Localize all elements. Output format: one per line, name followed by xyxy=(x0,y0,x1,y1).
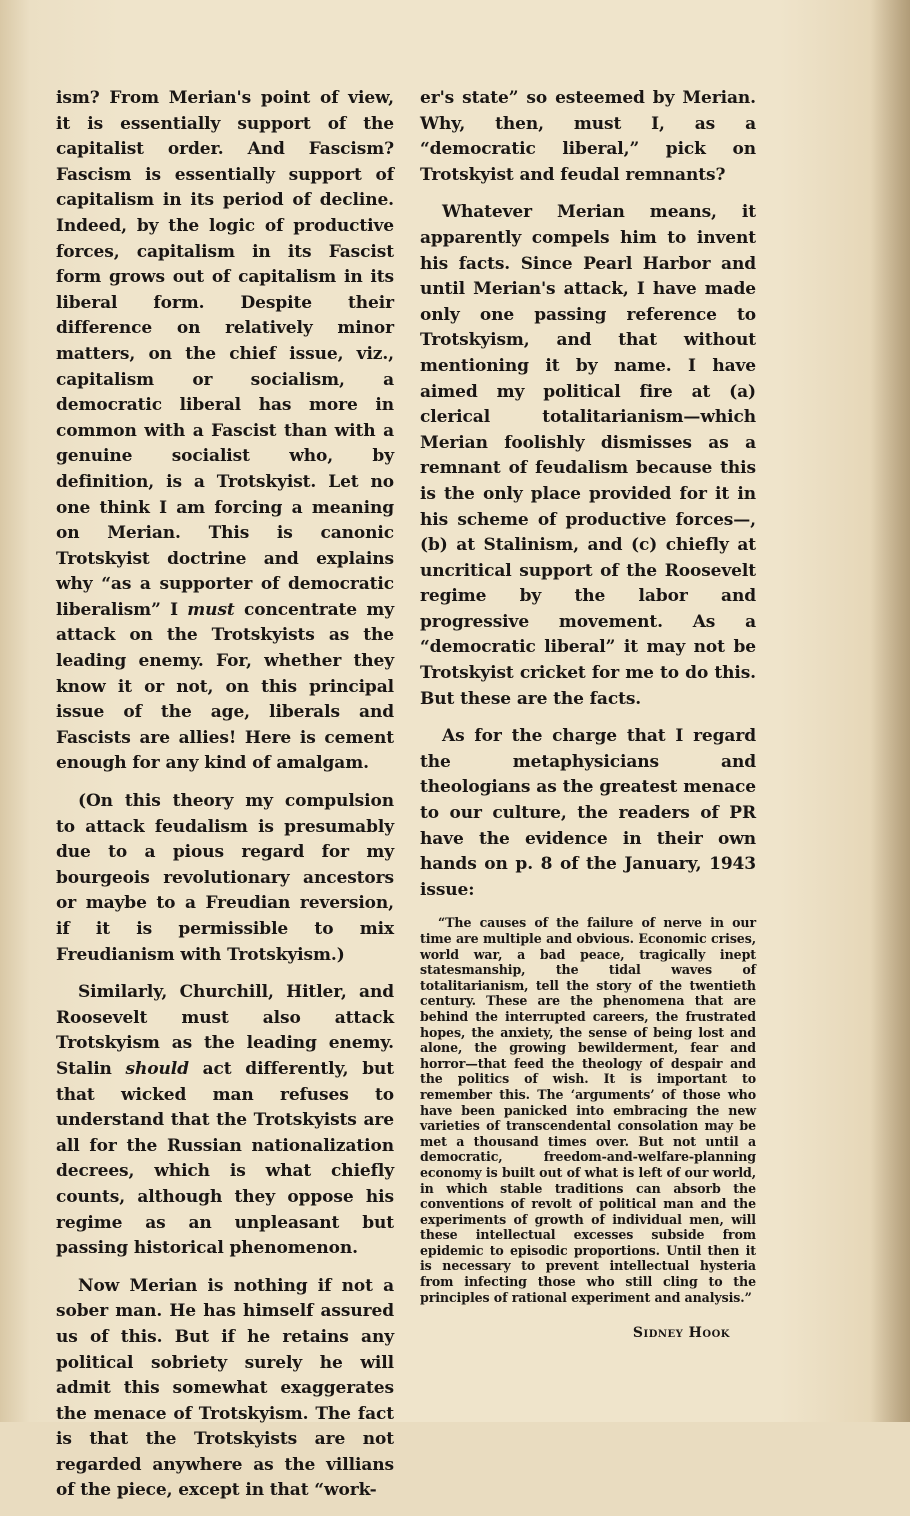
left-paragraph-1 xyxy=(56,86,394,777)
right-paragraph-1: er's state” so esteemed by Merian. Why, then, must I, as a “democratic liberal,” pick on Trotskyist and feudal remnants? xyxy=(420,88,756,185)
right-paragraph-3: As for the charge that I regard the metaphysicians and theologians as the greatest menace to our culture, the readers of PR have the evidence in their own hands on p. 8 of the January, 1943 issue: xyxy=(420,726,756,900)
left-paragraph-2: (On this theory my compulsion to attack feudalism is presumably due to a pious regard for my bourgeois revolutionary ancestors or maybe to a Freudian reversion, if it is permissible to mix Freudianism with Trotskyism.) xyxy=(56,791,394,965)
block-quote xyxy=(420,915,756,1305)
block-quote-text: “The causes of the failure of nerve in our time are multiple and obvious. Economic crises, world war, a bad peace, tragically inept statesmanship, the tidal waves of totalitarianism, tell the story of the twentieth century. These are the phenomena that are behind the interrupted careers, the frustrated hopes, the anxiety, the sense of being lost and alone, the growing bewilderment, fear and horror—that feed the theology of despair and the politics of wish. It is important to remember this. The ‘arguments’ of those who have been panicked into embracing the new varieties of transcendental consolation may be met a thousand times over. But not until a democratic, freedom-and-welfare-planning economy is built out of what is left of our world, in which stable traditions can absorb the conventions of revolt of political man and the experiments of growth of individual men, will these intellectual excesses subside from epidemic to episodic proportions. Until then it is necessary to prevent intellectual hysteria from infecting those who still cling to the principles of rational experiment and analysis.” xyxy=(420,915,756,1305)
left-column xyxy=(56,86,394,1516)
left-paragraph-1-text-a: ism? From Merian's point of view, it is essentially support of the capitalist order. And Fascism? Fascism is essentially support of capitalism in its period of decline. Indeed, by the logic of productive forces, capitalism in its Fascist form grows out of capitalism in its liberal form. Despite their difference on relatively minor matters, on the chief issue, viz., capitalism or socialism, a democratic liberal has more in common with a Fascist than with a genuine socialist who, by definition, is a Trotskyist. Let no one think I am forcing a meaning on Merian. This is canonic Trotskyist doctrine and explains why “as a supporter of democratic liberalism” I xyxy=(56,88,394,620)
page-edge-shadow xyxy=(870,0,910,1422)
left-paragraph-3-text-a: Similarly, Churchill, Hitler, and Roosevelt must also attack Trotskyism as the leading enemy. Stalin xyxy=(56,982,394,1079)
left-paragraph-3 xyxy=(56,980,394,1262)
left-paragraph-3-emphasis: should xyxy=(125,1058,189,1079)
left-paragraph-4: Now Merian is nothing if not a sober man. He has himself assured us of this. But if he retains any political sobriety surely he will admit this somewhat exaggerates the menace of Trotskyism. The fact is that the Trotskyists are not regarded anywhere as the villians of the piece, except in that “work- xyxy=(56,1275,394,1501)
right-paragraph-2: Whatever Merian means, it apparently compels him to invent his facts. Since Pearl Harbor and until Merian's attack, I have made only one passing reference to Trotskyism, and that without mentioning it by name. I have aimed my political fire at (a) clerical totalitarianism—which Merian foolishly dismisses as a remnant of feudalism because this is the only place provided for it in his scheme of productive forces—, (b) at Stalinism, and (c) chiefly at uncritical support of the Roosevelt regime by the labor and progressive movement. As a “democratic liberal” it may not be Trotskyist cricket for me to do this. But these are the facts. xyxy=(420,202,756,709)
author-signature: Sidney Hook xyxy=(632,1325,730,1342)
left-paragraph-1-text-b: concentrate my attack on the Trotskyists as the leading enemy. For, whether they know it or not, on this principal issue of the age, liberals and Fascists are allies! Here is cement enough for any kind of amalgam. xyxy=(56,599,394,774)
left-paragraph-3-text-b: act differently, but that wicked man refuses to understand that the Trotskyists are all for the Russian nationalization decrees, which is what chiefly counts, although they oppose his regime as an unpleasant but passing historical phenomenon. xyxy=(56,1058,395,1259)
right-column xyxy=(420,86,756,1347)
left-paragraph-1-emphasis: must xyxy=(187,599,235,620)
